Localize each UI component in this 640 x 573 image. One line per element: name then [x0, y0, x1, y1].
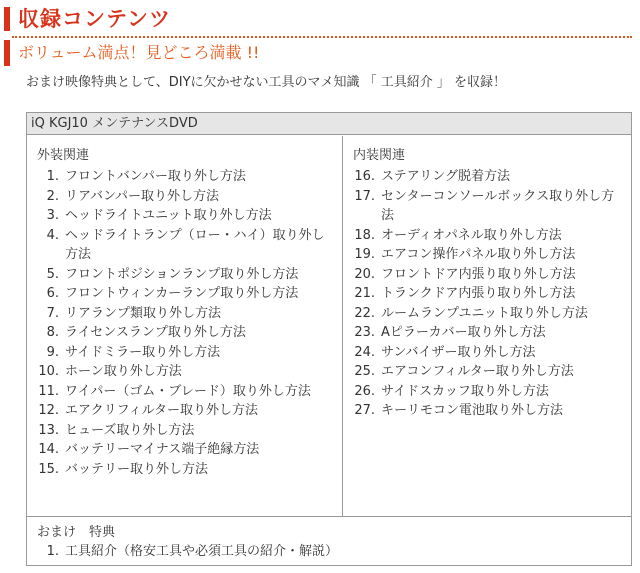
exterior-heading: 外装関連: [37, 148, 90, 163]
list-item-label: フロントウィンカーランプ取り外し方法: [65, 286, 299, 301]
list-item-number: 11.: [38, 383, 59, 399]
list-item: [37, 265, 333, 285]
list-item-number: 1.: [46, 169, 59, 184]
list-item: [37, 226, 333, 265]
list-item: [37, 304, 333, 324]
title-dotted-divider: [12, 36, 632, 38]
list-item-label: Aピラーカバー取り外し方法: [381, 325, 546, 340]
list-item: [37, 362, 333, 382]
list-item-number: 23.: [354, 325, 375, 340]
list-item: [37, 440, 333, 460]
exterior-list: [37, 167, 333, 479]
list-item-label: 工具紹介（格安工具や必須工具の紹介・解説）: [65, 544, 339, 559]
list-item-number: 5.: [46, 266, 59, 282]
heading-accent-bar: [4, 7, 10, 31]
interior-heading: 内装関連: [353, 148, 406, 163]
list-item: [353, 187, 625, 226]
list-item-number: 8.: [46, 325, 59, 340]
list-item-number: 22.: [354, 305, 375, 321]
list-item: [353, 284, 625, 304]
list-item-number: 7.: [46, 305, 59, 321]
subtitle-accent-bar: [4, 40, 10, 66]
list-item-number: 3.: [46, 208, 59, 223]
interior-column: [343, 136, 631, 516]
section-heading: [4, 4, 630, 36]
list-item: [37, 206, 333, 226]
list-item-label: ワイパー（ゴム・ブレード）取り外し方法: [65, 383, 311, 399]
list-item: [353, 343, 625, 363]
list-item-label: サイドスカッフ取り外し方法: [381, 383, 549, 399]
list-item-label: ヘッドライトユニット取り外し方法: [65, 208, 272, 223]
list-item: [353, 323, 625, 343]
list-item: [37, 382, 333, 402]
list-item-number: 16.: [354, 169, 375, 184]
exterior-column: [27, 136, 343, 516]
list-item: [37, 542, 617, 562]
list-item-number: 4.: [46, 227, 59, 243]
list-item-label: サイドミラー取り外し方法: [65, 344, 221, 360]
list-item-label: バッテリー取り外し方法: [65, 461, 209, 477]
bonus-list: [37, 542, 617, 562]
list-item: [353, 362, 625, 382]
list-item: [353, 382, 625, 402]
list-item-label: バッテリーマイナス端子絶縁方法: [65, 442, 260, 457]
list-item-number: 18.: [354, 227, 375, 243]
list-item-number: 27.: [354, 403, 375, 418]
table-header: iQ KGJ10 メンテナンスDVD: [27, 113, 631, 135]
list-item: [37, 323, 333, 343]
list-item-label: キーリモコン電池取り外し方法: [381, 403, 564, 418]
list-item: [353, 245, 625, 265]
list-item-label: エアクリフィルター取り外し方法: [65, 403, 259, 418]
list-item-number: 17.: [354, 188, 375, 204]
list-item: [353, 401, 625, 421]
list-item: [353, 265, 625, 285]
list-item: [353, 226, 625, 246]
contents-table: [26, 112, 632, 566]
list-item-number: 19.: [354, 247, 375, 262]
list-item-label: サンバイザー取り外し方法: [381, 344, 536, 360]
list-item-label: フロントバンパー取り外し方法: [65, 169, 246, 184]
list-item: [353, 304, 625, 324]
list-item-number: 26.: [354, 383, 375, 399]
list-item: [37, 167, 333, 187]
list-item-label: トランクドア内張り取り外し方法: [381, 286, 576, 301]
page-subtitle: ボリューム満点！見どころ満載 !!: [18, 43, 260, 62]
list-item-label: リアバンパー取り外し方法: [65, 188, 220, 204]
list-item-number: 14.: [38, 442, 59, 457]
page-title: 収録コンテンツ: [18, 7, 171, 31]
list-item: [353, 167, 625, 187]
list-item-number: 20.: [354, 266, 375, 282]
interior-list: [353, 167, 625, 421]
list-item-label: リアランプ類取り外し方法: [65, 305, 222, 321]
list-item-label: ヘッドライトランプ（ロー・ハイ）取り外し方法: [65, 227, 325, 262]
list-item-number: 9.: [46, 344, 59, 360]
list-item-number: 1.: [46, 544, 59, 559]
list-item-label: フロントドア内張り取り外し方法: [381, 266, 576, 282]
list-item-number: 10.: [38, 364, 59, 379]
list-item-label: ルームランプユニット取り外し方法: [381, 305, 588, 321]
list-item-label: ライセンスランプ取り外し方法: [65, 325, 246, 340]
list-item-number: 21.: [354, 286, 375, 301]
list-item-label: ヒューズ取り外し方法: [65, 422, 195, 438]
list-item-label: センターコンソールボックス取り外し方法: [381, 188, 615, 223]
list-item-label: オーディオパネル取り外し方法: [381, 227, 562, 243]
list-item-label: エアコン操作パネル取り外し方法: [381, 247, 576, 262]
bonus-section: [27, 516, 631, 565]
list-item-number: 25.: [354, 364, 375, 379]
list-item: [37, 401, 333, 421]
list-item: [37, 284, 333, 304]
list-item: [37, 187, 333, 207]
list-item-number: 15.: [38, 461, 59, 477]
list-item-number: 2.: [46, 188, 59, 204]
list-item-label: ステアリング脱着方法: [381, 169, 510, 184]
list-item-label: フロントポジションランプ取り外し方法: [65, 266, 299, 282]
list-item: [37, 460, 333, 480]
lead-text: おまけ映像特典として、DIYに欠かせない工具のマメ知識 「 工具紹介 」 を収録！: [26, 75, 507, 90]
list-item-number: 24.: [354, 344, 375, 360]
list-item-number: 6.: [46, 286, 59, 301]
list-item-label: エアコンフィルター取り外し方法: [381, 364, 574, 379]
list-item-label: ホーン取り外し方法: [65, 364, 182, 379]
bonus-heading: おまけ 特典: [37, 525, 116, 540]
list-item-number: 12.: [38, 403, 59, 418]
list-item: [37, 421, 333, 441]
list-item: [37, 343, 333, 363]
list-item-number: 13.: [38, 422, 59, 438]
